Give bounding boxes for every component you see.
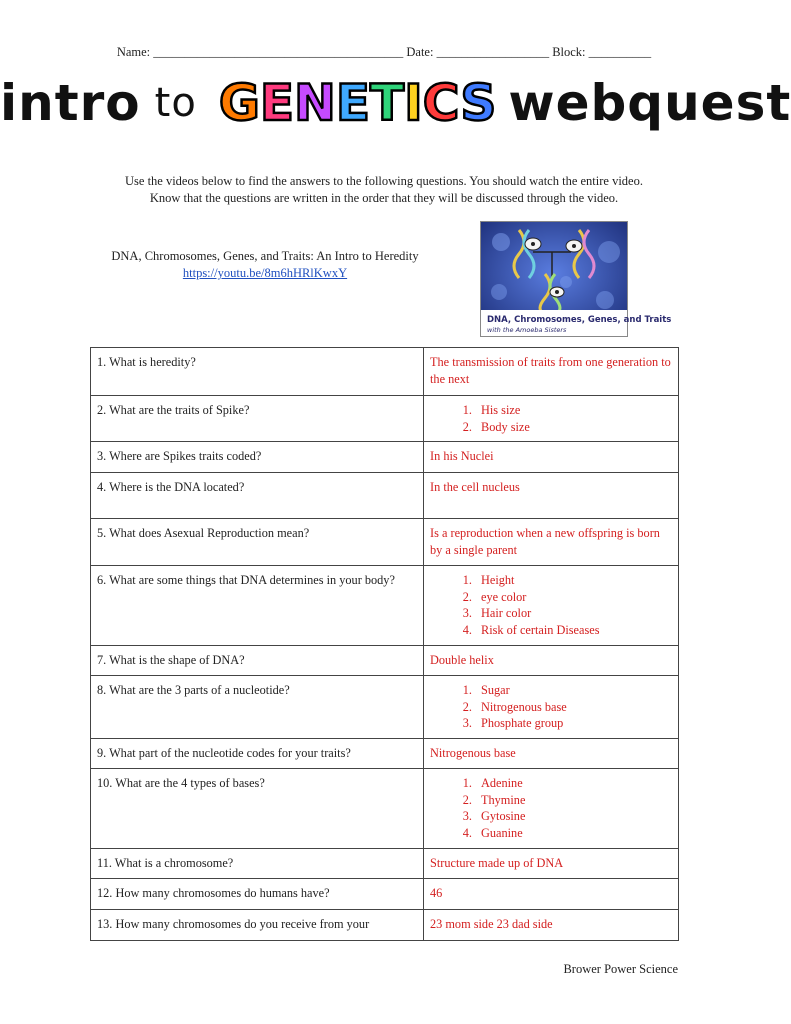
answer-list-item: 3. Hair color bbox=[475, 605, 672, 622]
table-row bbox=[91, 849, 679, 879]
answer-list-item: 4. Risk of certain Diseases bbox=[475, 622, 672, 639]
title-webquest: webquest bbox=[508, 74, 791, 132]
answer-cell: 46 bbox=[424, 879, 679, 910]
table-row bbox=[91, 739, 679, 769]
video-thumbnail[interactable] bbox=[480, 221, 672, 337]
answer-list bbox=[430, 572, 672, 638]
question-cell: 3. Where are Spikes traits coded? bbox=[91, 442, 424, 473]
video-info bbox=[80, 248, 450, 282]
genetics-letter: E bbox=[259, 74, 295, 132]
answer-list-item: 2. Body size bbox=[475, 419, 672, 436]
genetics-letter: T bbox=[370, 74, 405, 132]
answer-list-item: 2. Nitrogenous base bbox=[475, 699, 672, 716]
answer-list bbox=[430, 775, 672, 841]
questions-table bbox=[90, 347, 679, 941]
question-cell: 11. What is a chromosome? bbox=[91, 849, 424, 879]
question-cell: 7. What is the shape of DNA? bbox=[91, 646, 424, 676]
genetics-letter: I bbox=[404, 74, 423, 132]
title-intro: intro bbox=[0, 74, 141, 132]
answer-cell bbox=[424, 396, 679, 442]
answer-list bbox=[430, 682, 672, 732]
answer-cell: Double helix bbox=[424, 646, 679, 676]
genetics-letter: S bbox=[460, 74, 497, 132]
answer-cell: In the cell nucleus bbox=[424, 473, 679, 519]
answer-list-item: 2. Thymine bbox=[475, 792, 672, 809]
question-cell: 5. What does Asexual Reproduction mean? bbox=[91, 519, 424, 566]
answer-list-item: 1. Sugar bbox=[475, 682, 672, 699]
question-cell: 1. What is heredity? bbox=[91, 348, 424, 396]
thumbnail-subcaption: with the Amoeba Sisters bbox=[487, 326, 567, 334]
answer-cell: Structure made up of DNA bbox=[424, 849, 679, 879]
answer-cell: The transmission of traits from one generation to the next bbox=[424, 348, 679, 396]
question-cell: 2. What are the traits of Spike? bbox=[91, 396, 424, 442]
footer-credit: Brower Power Science bbox=[563, 962, 678, 976]
question-cell: 6. What are some things that DNA determines in your body? bbox=[91, 566, 424, 646]
answer-list-item: 3. Gytosine bbox=[475, 808, 672, 825]
question-cell: 9. What part of the nucleotide codes for your traits? bbox=[91, 739, 424, 769]
answer-cell bbox=[424, 676, 679, 739]
answer-list-item: 2. eye color bbox=[475, 589, 672, 606]
genetics-letter: N bbox=[294, 74, 336, 132]
worksheet-title bbox=[0, 74, 791, 132]
table-row bbox=[91, 442, 679, 473]
question-cell: 13. How many chromosomes do you receive from your bbox=[91, 910, 424, 941]
table-row bbox=[91, 646, 679, 676]
table-row bbox=[91, 676, 679, 739]
genetics-letter: C bbox=[422, 74, 461, 132]
table-row bbox=[91, 566, 679, 646]
genetics-letter: G bbox=[218, 74, 260, 132]
question-cell: 8. What are the 3 parts of a nucleotide? bbox=[91, 676, 424, 739]
answer-cell bbox=[424, 769, 679, 849]
answer-cell: In his Nuclei bbox=[424, 442, 679, 473]
question-cell: 4. Where is the DNA located? bbox=[91, 473, 424, 519]
answer-cell: Nitrogenous base bbox=[424, 739, 679, 769]
video-thumbnail-image bbox=[481, 222, 672, 336]
genetics-letter: E bbox=[335, 74, 371, 132]
title-genetics bbox=[219, 74, 497, 132]
answer-list-item: 4. Guanine bbox=[475, 825, 672, 842]
table-row bbox=[91, 519, 679, 566]
student-info-line: Name: ________________________________________ Date: __________________ Block: __________ bbox=[116, 45, 652, 59]
table-row bbox=[91, 879, 679, 910]
table-row bbox=[91, 396, 679, 442]
video-link[interactable]: https://youtu.be/8m6hHRlKwxY bbox=[182, 266, 348, 280]
answer-list-item: 1. Height bbox=[475, 572, 672, 589]
instructions-line-1: Use the videos below to find the answers to the following questions. You should watch the entire video. bbox=[125, 174, 643, 188]
thumbnail-caption: DNA, Chromosomes, Genes, and Traits bbox=[487, 315, 672, 325]
answer-list-item: 1. His size bbox=[475, 402, 672, 419]
answer-cell: 23 mom side 23 dad side bbox=[424, 910, 679, 941]
table-row bbox=[91, 769, 679, 849]
table-row bbox=[91, 473, 679, 519]
answer-list bbox=[430, 402, 672, 435]
answer-list-item: 1. Adenine bbox=[475, 775, 672, 792]
instructions bbox=[0, 173, 768, 207]
question-cell: 12. How many chromosomes do humans have? bbox=[91, 879, 424, 910]
answer-list-item: 3. Phosphate group bbox=[475, 715, 672, 732]
table-row bbox=[91, 348, 679, 396]
answer-cell: Is a reproduction when a new offspring is born by a single parent bbox=[424, 519, 679, 566]
question-cell: 10. What are the 4 types of bases? bbox=[91, 769, 424, 849]
table-row bbox=[91, 910, 679, 941]
answer-cell bbox=[424, 566, 679, 646]
video-title: DNA, Chromosomes, Genes, and Traits: An Intro to Heredity bbox=[111, 249, 419, 263]
title-to: to bbox=[154, 80, 197, 126]
instructions-line-2: Know that the questions are written in the order that they will be discussed through the video. bbox=[149, 191, 619, 205]
